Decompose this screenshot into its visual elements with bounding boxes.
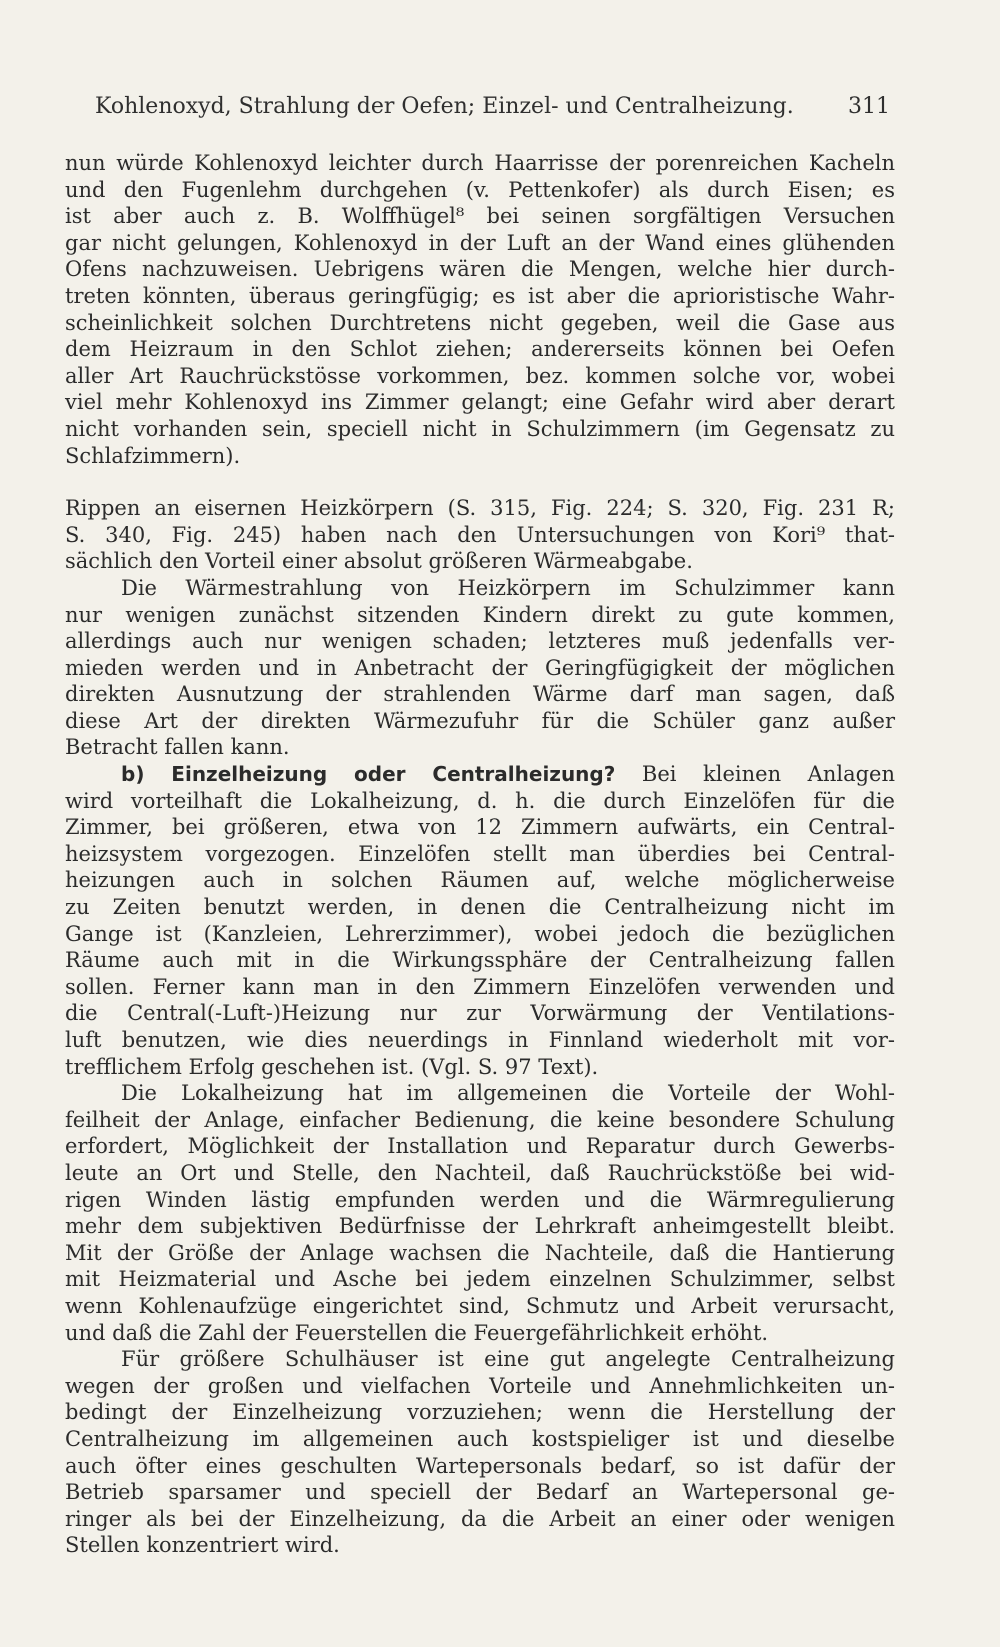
- text-line: Centralheizung im allgemeinen auch kostspieliger ist und dieselbe: [65, 1426, 895, 1451]
- text-line: luft benutzen, wie dies neuerdings in Finnland wiederholt mit vor-: [65, 1028, 895, 1052]
- text-line: Rippen an eisernen Heizkörpern (S. 315, Fig. 224; S. 320, Fig. 231 R;: [65, 496, 895, 521]
- text-line: heizungen auch in solchen Räumen auf, welche möglicherweise: [65, 868, 895, 893]
- text-line: treten könnten, überaus geringfügig; es ist aber die aprioristische Wahr-: [65, 283, 895, 308]
- running-head: [95, 92, 890, 122]
- text-line: Für größere Schulhäuser ist eine gut angelegte Centralheizung: [121, 1347, 895, 1372]
- text-line: Die Lokalheizung hat im allgemeinen die Vorteile der Wohl-: [121, 1081, 895, 1106]
- text-line: und daß die Zahl der Feuerstellen die Feuergefährlichkeit erhöht.: [65, 1320, 769, 1345]
- text-line: Stellen konzentriert wird.: [65, 1533, 340, 1558]
- text-line: nicht vorhanden sein, speciell nicht in Schulzimmern (im Gegensatz zu: [65, 416, 895, 441]
- text-line: Die Wärmestrahlung von Heizkörpern im Schulzimmer kann: [121, 575, 895, 600]
- text-line: feilheit der Anlage, einfacher Bedienung, die keine besondere Schulung: [65, 1107, 895, 1132]
- text-line: rigen Winden lästig empfunden werden und die Wärmregulierung: [65, 1187, 895, 1212]
- paragraph-gap: [65, 469, 895, 495]
- text-line: allerdings auch nur wenigen schaden; letzteres muß jedenfalls ver-: [65, 629, 895, 654]
- body-text: [65, 150, 895, 1559]
- text-line: mit Heizmaterial und Asche bei jedem einzelnen Schulzimmer, selbst: [65, 1267, 895, 1292]
- text-line: auch öfter eines geschulten Wartepersonals bedarf, so ist dafür der: [65, 1453, 895, 1478]
- section-heading-line: b) Einzelheizung oder Centralheizung? Bei kleinen Anlagen: [121, 762, 895, 787]
- text-line: viel mehr Kohlenoxyd ins Zimmer gelangt; eine Gefahr wird aber derart: [65, 390, 895, 415]
- text-line: wird vorteilhaft die Lokalheizung, d. h. die durch Einzelöfen für die: [65, 788, 895, 813]
- text-line: dem Heizraum in den Schlot ziehen; andererseits können bei Oefen: [65, 337, 895, 362]
- text-line: Ofens nachzuweisen. Uebrigens wären die Mengen, welche hier durch-: [65, 257, 895, 282]
- text-line: gar nicht gelungen, Kohlenoxyd in der Luft an der Wand eines glühenden: [65, 230, 895, 255]
- text-line: leute an Ort und Stelle, den Nachteil, daß Rauchrückstöße bei wid-: [65, 1160, 895, 1185]
- text-line: S. 340, Fig. 245) haben nach den Untersuchungen von Kori⁹ that-: [65, 522, 895, 547]
- text-line: zu Zeiten benutzt werden, in denen die Centralheizung nicht im: [65, 895, 895, 920]
- text-line: Zimmer, bei größeren, etwa von 12 Zimmern aufwärts, ein Central-: [65, 815, 895, 840]
- text-line: heizsystem vorgezogen. Einzelöfen stellt man überdies bei Central-: [65, 841, 895, 866]
- text-line: nun würde Kohlenoxyd leichter durch Haarrisse der porenreichen Kacheln: [65, 151, 895, 175]
- text-line: Räume auch mit in die Wirkungssphäre der Centralheizung fallen: [65, 948, 895, 973]
- text-line: diese Art der direkten Wärmezufuhr für die Schüler ganz außer: [65, 708, 895, 733]
- page-number: 311: [848, 94, 890, 119]
- text-line: Gange ist (Kanzleien, Lehrerzimmer), wobei jedoch die bezüglichen: [65, 921, 895, 946]
- text-line: Betracht fallen kann.: [65, 735, 290, 760]
- text-line: direkten Ausnutzung der strahlenden Wärme darf man sagen, daß: [65, 682, 895, 707]
- text-line: sächlich den Vorteil einer absolut größeren Wärmeabgabe.: [65, 549, 693, 574]
- text-line: Betrieb sparsamer und speciell der Bedarf an Wartepersonal ge-: [65, 1480, 895, 1505]
- text-line: die Central(-Luft-)Heizung nur zur Vorwärmung der Ventilations-: [65, 1001, 895, 1026]
- text-line: trefflichem Erfolg geschehen ist. (Vgl. S. 97 Text).: [65, 1054, 599, 1079]
- text-line: mehr dem subjektiven Bedürfnisse der Lehrkraft anheimgestellt bleibt.: [65, 1214, 895, 1239]
- running-head-title: Kohlenoxyd, Strahlung der Oefen; Einzel- und Centralheizung.: [95, 94, 794, 119]
- text-line: mieden werden und in Anbetracht der Geringfügigkeit der möglichen: [65, 655, 895, 680]
- text-line: ist aber auch z. B. Wolffhügel⁸ bei seinen sorgfältigen Versuchen: [65, 204, 895, 229]
- text-line: nur wenigen zunächst sitzenden Kindern direkt zu gute kommen,: [65, 602, 895, 627]
- text-line: und den Fugenlehm durchgehen (v. Pettenkofer) als durch Eisen; es: [65, 177, 895, 202]
- text-line: sollen. Ferner kann man in den Zimmern Einzelöfen verwenden und: [65, 974, 895, 999]
- text-line: aller Art Rauchrückstösse vorkommen, bez. kommen solche vor, wobei: [65, 363, 895, 388]
- text-line: ringer als bei der Einzelheizung, da die Arbeit an einer oder wenigen: [65, 1506, 895, 1531]
- text-line: wenn Kohlenaufzüge eingerichtet sind, Schmutz und Arbeit verursacht,: [65, 1293, 895, 1318]
- section-heading: b) Einzelheizung oder Centralheizung?: [121, 762, 616, 787]
- text-line: Schlafzimmern).: [65, 443, 241, 468]
- text-line: erfordert, Möglichkeit der Installation und Reparatur durch Gewerbs-: [65, 1134, 895, 1159]
- text-line: Mit der Größe der Anlage wachsen die Nachteile, daß die Hantierung: [65, 1240, 895, 1265]
- text-line: bedingt der Einzelheizung vorzuziehen; wenn die Herstellung der: [65, 1400, 895, 1425]
- text-line: wegen der großen und vielfachen Vorteile und Annehmlichkeiten un-: [65, 1373, 895, 1398]
- text-line: scheinlichkeit solchen Durchtretens nicht gegeben, weil die Gase aus: [65, 310, 895, 335]
